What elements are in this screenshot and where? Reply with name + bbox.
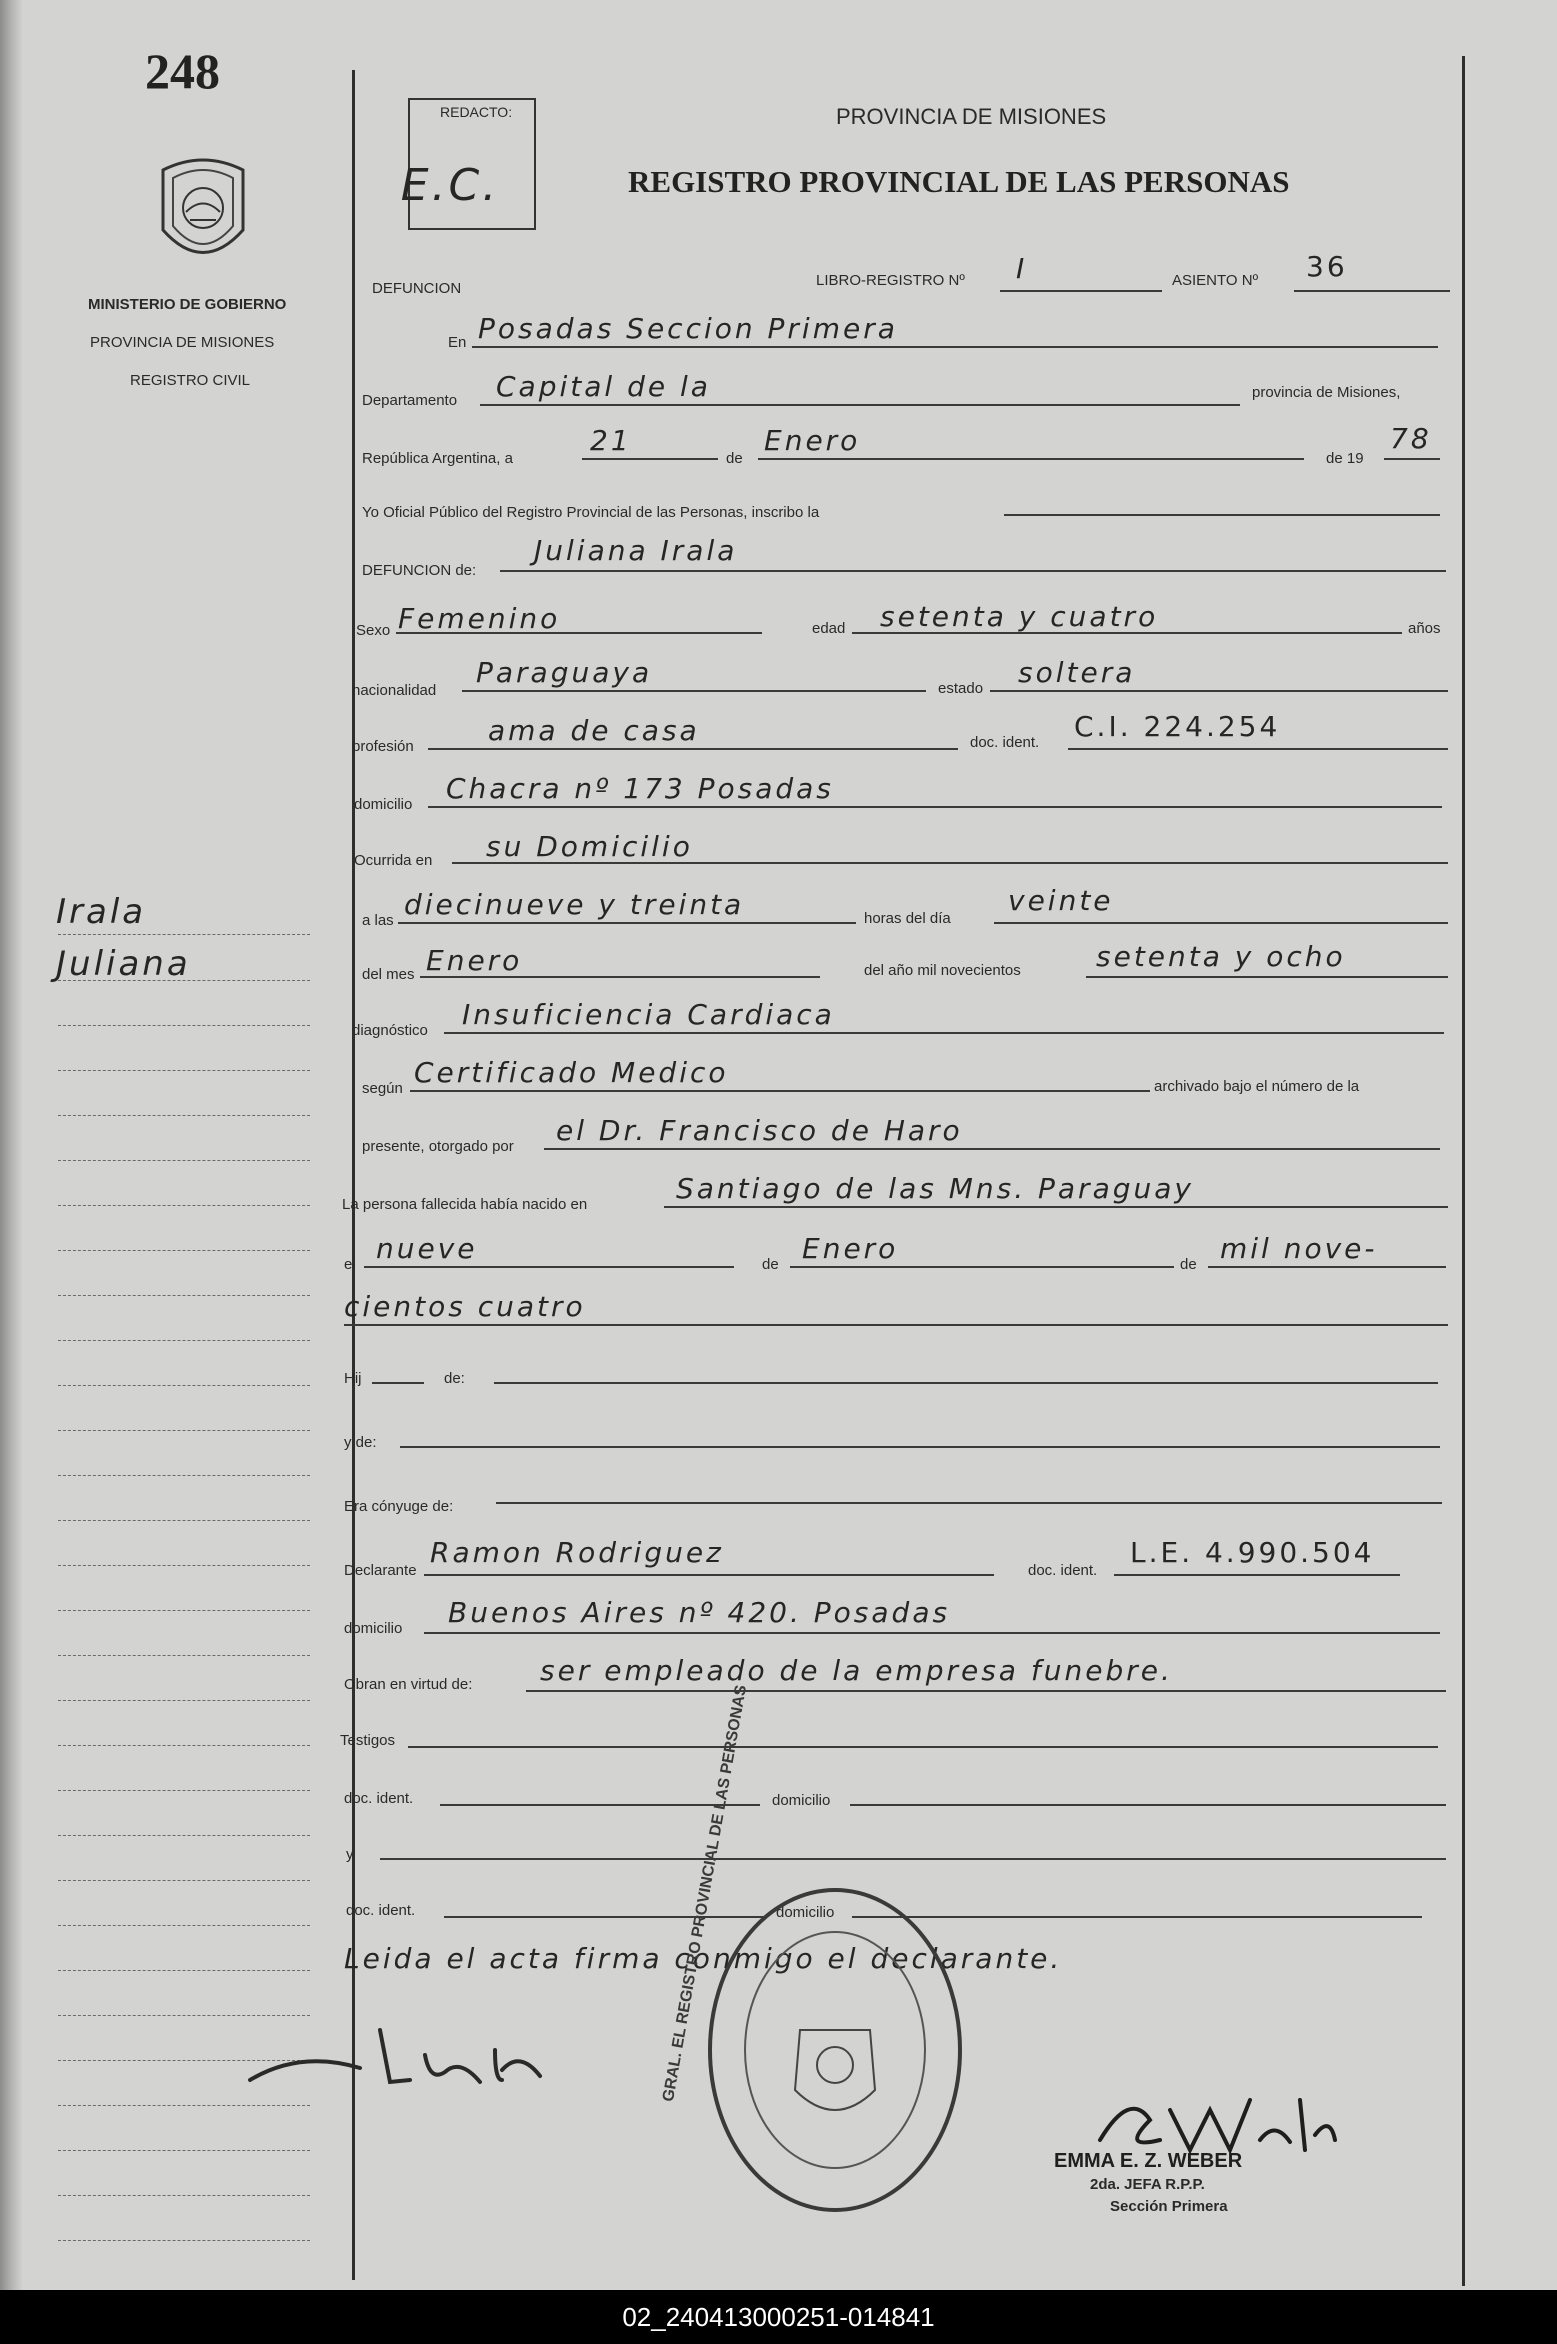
presente-label: presente, otorgado por — [362, 1138, 514, 1155]
doc-ident-value: C.I. 224.254 — [1074, 710, 1281, 743]
hij-de-label: de: — [444, 1370, 465, 1387]
segun-value: Certificado Medico — [414, 1056, 729, 1089]
republica-label: República Argentina, a — [362, 450, 513, 467]
testigos-label: Testigos — [340, 1732, 396, 1749]
nacionalidad-label: nacionalidad — [352, 682, 437, 699]
segun-label: según — [362, 1080, 403, 1097]
de2-label: de — [762, 1256, 779, 1273]
del-anio-value: setenta y ocho — [1096, 940, 1346, 973]
anios-label: años — [1408, 620, 1441, 637]
libro-value: I — [1016, 252, 1028, 285]
estado-value: soltera — [1018, 656, 1136, 689]
hij-label: Hij — [344, 1370, 362, 1387]
domicilio-value: Chacra nº 173 Posadas — [446, 772, 834, 805]
official-name: EMMA E. Z. WEBER — [1054, 2150, 1243, 2172]
de3-label: de — [1180, 1256, 1197, 1273]
de3-value: mil nove- — [1220, 1232, 1378, 1265]
page-number: 248 — [145, 43, 220, 99]
testigo2-y-label: y — [346, 1846, 354, 1863]
continuation-value: cientos cuatro — [344, 1290, 586, 1323]
declarante-doc-label: doc. ident. — [1028, 1562, 1098, 1579]
presente-value: el Dr. Francisco de Haro — [556, 1114, 963, 1147]
del-mes-label: del mes — [362, 966, 415, 983]
redacto-label: REDACTO: — [440, 104, 513, 120]
margin-surname: Irala — [56, 892, 147, 932]
asiento-value: 36 — [1306, 250, 1348, 283]
anio-label: de 19 — [1326, 450, 1364, 467]
conyuge-label: Era cónyuge de: — [344, 1498, 454, 1515]
image-id-footer: 02_240413000251-014841 — [0, 2290, 1557, 2344]
horas-label: horas del día — [864, 910, 951, 927]
de-label: de — [726, 450, 743, 467]
profesion-label: profesión — [352, 738, 414, 755]
doc-ident-label: doc. ident. — [970, 734, 1040, 751]
ministry-line2: PROVINCIA DE MISIONES — [90, 334, 275, 351]
official-section: Sección Primera — [1110, 2198, 1228, 2215]
nacionalidad-value: Paraguaya — [476, 656, 653, 689]
official-stamp — [700, 1880, 970, 2220]
obran-label: Obran en virtud de: — [344, 1676, 473, 1693]
testigo1-doc-label: doc. ident. — [344, 1790, 414, 1807]
right-border — [1462, 56, 1465, 2286]
declarante-domicilio-label: domicilio — [344, 1620, 403, 1637]
ocurrida-value: su Domicilio — [486, 830, 693, 863]
diagnostico-label: diagnóstico — [352, 1022, 428, 1039]
defuncion-de-label: DEFUNCION de: — [362, 562, 477, 579]
provincia-suffix: provincia de Misiones, — [1252, 384, 1401, 401]
declarante-domicilio-value: Buenos Aires nº 420. Posadas — [448, 1596, 951, 1629]
de2-value: Enero — [802, 1232, 899, 1265]
libro-label: LIBRO-REGISTRO Nº — [816, 272, 965, 289]
yde-label: y de: — [344, 1434, 377, 1451]
ocurrida-label: Ocurrida en — [354, 852, 433, 869]
mes-value: Enero — [764, 424, 861, 457]
dia-value: 21 — [590, 424, 632, 457]
el-value: nueve — [376, 1232, 478, 1265]
declarante-doc-value: L.E. 4.990.504 — [1130, 1536, 1375, 1569]
sexo-label: Sexo — [356, 622, 391, 639]
el-label: el — [344, 1256, 356, 1273]
departamento-label: Departamento — [362, 392, 458, 409]
horas-value: veinte — [1008, 884, 1114, 917]
profesion-value: ama de casa — [488, 714, 700, 747]
anio-value: 78 — [1390, 422, 1432, 455]
testigo2-domicilio-label: domicilio — [776, 1904, 835, 1921]
edad-value: setenta y cuatro — [880, 600, 1159, 633]
closing-statement: Leida el acta firma conmigo el declarante. — [344, 1942, 1063, 1975]
en-value: Posadas Seccion Primera — [478, 312, 898, 345]
province-header: PROVINCIA DE MISIONES — [836, 104, 1107, 129]
departamento-value: Capital de la — [496, 370, 711, 403]
provincial-seal-logo — [148, 150, 258, 280]
ministry-line1: MINISTERIO DE GOBIERNO — [88, 296, 287, 313]
archivado-label: archivado bajo el número de la — [1154, 1078, 1360, 1095]
sexo-value: Femenino — [398, 602, 561, 635]
obran-value: ser empleado de la empresa funebre. — [540, 1654, 1173, 1687]
nacido-value: Santiago de las Mns. Paraguay — [676, 1172, 1194, 1205]
a-las-label: a las — [362, 912, 394, 929]
del-mes-value: Enero — [426, 944, 523, 977]
declarante-label: Declarante — [344, 1562, 417, 1579]
ministry-line3: REGISTRO CIVIL — [130, 372, 251, 389]
margin-given-name: Juliana — [56, 944, 191, 984]
asiento-label: ASIENTO Nº — [1172, 272, 1259, 289]
testigo1-domicilio-label: domicilio — [772, 1792, 831, 1809]
official-title: 2da. JEFA R.P.P. — [1090, 2176, 1205, 2193]
declarante-value: Ramon Rodriguez — [430, 1536, 724, 1569]
edad-label: edad — [812, 620, 846, 637]
domicilio-label: domicilio — [354, 796, 413, 813]
nacido-label: La persona fallecida había nacido en — [342, 1196, 588, 1213]
defuncion-label: DEFUNCION — [372, 280, 462, 297]
redacto-value: E.C. — [400, 160, 500, 211]
testigo2-doc-label: doc. ident. — [346, 1902, 416, 1919]
diagnostico-value: Insuficiencia Cardiaca — [462, 998, 835, 1031]
declarant-signature — [240, 2010, 620, 2100]
a-las-value: diecinueve y treinta — [404, 888, 745, 921]
stamp-text: GRAL. EL REGISTRO PROVINCIAL DE LAS PERSONAS — [660, 1683, 751, 2103]
estado-label: estado — [938, 680, 984, 697]
binding-edge — [0, 0, 22, 2290]
del-anio-label: del año mil novecientos — [864, 962, 1021, 979]
document-title: REGISTRO PROVINCIAL DE LAS PERSONAS — [628, 164, 1290, 199]
defuncion-de-value: Juliana Irala — [534, 534, 738, 567]
oficial-text: Yo Oficial Público del Registro Provincial de las Personas, inscribo la — [362, 504, 820, 521]
en-label: En — [448, 334, 467, 351]
